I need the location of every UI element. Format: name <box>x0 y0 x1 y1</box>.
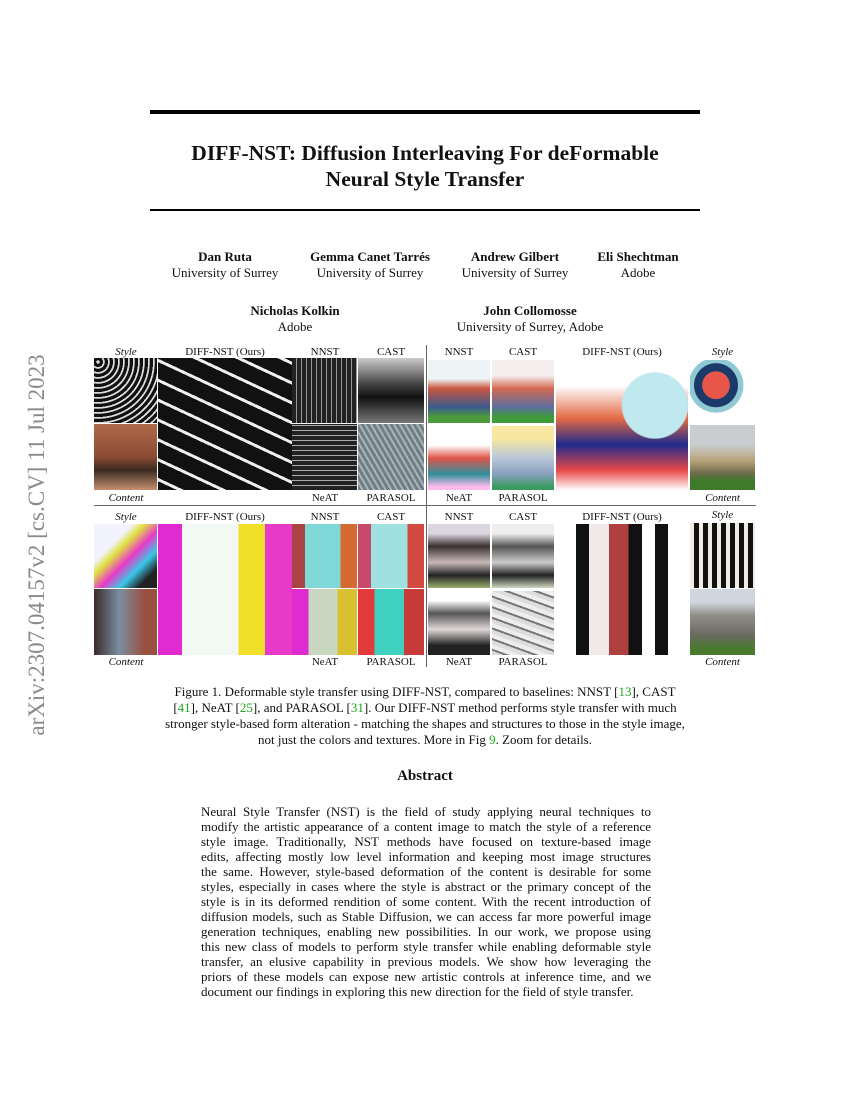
caption-text: [ <box>173 700 178 715</box>
abstract-heading: Abstract <box>397 768 453 784</box>
style-image-abstract <box>690 360 755 423</box>
result-nnst <box>292 358 357 423</box>
figure-divider-vertical <box>426 345 427 667</box>
author-affiliation: University of Surrey <box>461 265 569 280</box>
label-cast: CAST <box>508 511 538 523</box>
citation-link[interactable]: 41 <box>177 700 191 715</box>
author-name: Nicholas Kolkin <box>250 303 340 318</box>
label-content: Content <box>108 492 144 504</box>
figure-divider-horizontal <box>94 505 756 506</box>
label-parasol: PARASOL <box>366 656 416 668</box>
abstract-line: style is in its deformed rendition of some content. With the recent introduction of <box>201 894 651 909</box>
label-content: Content <box>705 656 740 668</box>
label-cast: CAST <box>376 346 406 358</box>
label-nnst: NNST <box>310 346 340 358</box>
label-cast: CAST <box>376 511 406 523</box>
label-content: Content <box>108 656 144 668</box>
result-nnst <box>292 524 357 588</box>
result-diff-nst <box>556 360 688 490</box>
author-affiliation: University of Surrey <box>316 265 424 280</box>
abstract-line: document our findings in exploring this new direction for the field of style transfer. <box>201 984 634 999</box>
result-cast <box>358 524 424 588</box>
arxiv-identifier[interactable]: arXiv:2307.04157v2 [cs.CV] 11 Jul 2023 <box>24 354 49 736</box>
label-nnst: NNST <box>444 346 474 358</box>
abstract-line: edits, affecting mostly low level information and keeping most image structures <box>201 849 651 864</box>
top-rule <box>150 110 700 114</box>
result-neat <box>428 591 490 655</box>
content-image-bridge <box>94 589 157 655</box>
caption-text: ], NeAT [ <box>190 700 240 715</box>
label-parasol: PARASOL <box>366 492 416 504</box>
result-nnst <box>428 524 490 588</box>
label-ours: DIFF-NST (Ours) <box>185 511 265 523</box>
citation-link[interactable]: 31 <box>350 700 364 715</box>
author <box>220 303 370 335</box>
abstract-line: styles, especially in cases where the style is abstract or the primary concept of the <box>201 879 651 894</box>
abstract-line: modify the artistic appearance of a content image to match the style of a reference <box>201 819 651 834</box>
caption-text: not just the colors and textures. More in Fig <box>258 732 490 747</box>
result-neat <box>428 426 490 490</box>
content-image-building <box>94 424 157 490</box>
title-bottom-rule <box>150 209 700 211</box>
result-neat <box>292 589 357 655</box>
result-nnst <box>428 360 490 423</box>
author-affiliation: University of Surrey <box>171 265 279 280</box>
author-name: John Collomosse <box>483 303 577 318</box>
author-name: Dan Ruta <box>198 249 252 264</box>
label-nnst: NNST <box>444 511 474 523</box>
caption-text: . Zoom for details. <box>495 732 592 747</box>
style-image-cartoon <box>94 524 157 588</box>
result-cast <box>492 360 554 423</box>
result-diff-nst <box>556 524 688 655</box>
result-parasol <box>358 589 424 655</box>
result-cast <box>492 524 554 588</box>
citation-link[interactable]: 25 <box>239 700 253 715</box>
abstract-line: transfer, an elusive capability in previous models. We show how leveraging the <box>201 954 651 969</box>
result-parasol <box>492 591 554 655</box>
caption-text: ], and PARASOL [ <box>252 700 351 715</box>
abstract-line: Neural Style Transfer (NST) is the field of study applying neural techniques to <box>201 804 651 819</box>
label-nnst: NNST <box>310 511 340 523</box>
author <box>295 249 445 281</box>
label-style: Style <box>115 511 137 523</box>
label-content: Content <box>705 492 740 504</box>
author-affiliation: Adobe <box>277 319 313 334</box>
abstract-line: priors of these models can expose new artistic controls at inference time, and we <box>201 969 651 984</box>
author <box>578 249 698 281</box>
label-ours: DIFF-NST (Ours) <box>582 346 662 358</box>
result-parasol <box>358 424 424 490</box>
abstract-line: style image. Traditionally, NST methods have focused on texture-based image <box>201 834 651 849</box>
style-image-faust <box>690 523 755 588</box>
author <box>440 249 590 281</box>
label-neat: NeAT <box>445 492 473 504</box>
result-cast <box>358 358 424 423</box>
author-name: Eli Shechtman <box>597 249 679 264</box>
caption-text: ]. Our DIFF-NST method performs style transfer with much <box>363 700 677 715</box>
label-parasol: PARASOL <box>498 492 548 504</box>
result-diff-nst <box>158 358 292 490</box>
caption-text: stronger style-based form alteration - matching the shapes and structures to those in the style image, <box>165 716 685 731</box>
result-parasol <box>492 426 554 490</box>
label-neat: NeAT <box>445 656 473 668</box>
abstract-line: this new class of models to perform style transfer while enabling deformable style <box>201 939 651 954</box>
label-style: Style <box>115 346 137 358</box>
author-affiliation: Adobe <box>620 265 656 280</box>
paper-title-line-1: DIFF-NST: Diffusion Interleaving For deFormable <box>191 141 659 165</box>
paper-title-line-2: Neural Style Transfer <box>325 167 525 191</box>
abstract-line: generation techniques, enabling new possibilities. In our work, we propose using <box>201 924 651 939</box>
label-ours: DIFF-NST (Ours) <box>185 346 265 358</box>
author <box>430 303 630 335</box>
abstract-line: diffusion models, such as Stable Diffusion, we can access far more powerful image <box>201 909 651 924</box>
abstract-line: the same. However, style-based deformation of the content is desirable for some <box>201 864 651 879</box>
author <box>150 249 300 281</box>
label-neat: NeAT <box>311 656 339 668</box>
label-neat: NeAT <box>311 492 339 504</box>
caption-text: Figure 1. Deformable style transfer using DIFF-NST, compared to baselines: NNST [ <box>174 684 619 699</box>
content-image-castle <box>690 589 755 655</box>
label-cast: CAST <box>508 346 538 358</box>
label-ours: DIFF-NST (Ours) <box>582 511 662 523</box>
figure-link[interactable]: 9 <box>489 732 496 747</box>
author-name: Andrew Gilbert <box>470 249 560 264</box>
label-style: Style <box>711 346 734 358</box>
citation-link[interactable]: 13 <box>618 684 632 699</box>
content-image-abbey <box>690 425 755 490</box>
label-parasol: PARASOL <box>498 656 548 668</box>
result-diff-nst <box>158 524 292 655</box>
style-image-pattern <box>94 358 157 423</box>
label-style: Style <box>711 509 734 521</box>
author-name: Gemma Canet Tarrés <box>310 249 430 264</box>
caption-text: ], CAST <box>631 684 676 699</box>
result-neat <box>292 424 357 490</box>
author-affiliation: University of Surrey, Adobe <box>456 319 604 334</box>
